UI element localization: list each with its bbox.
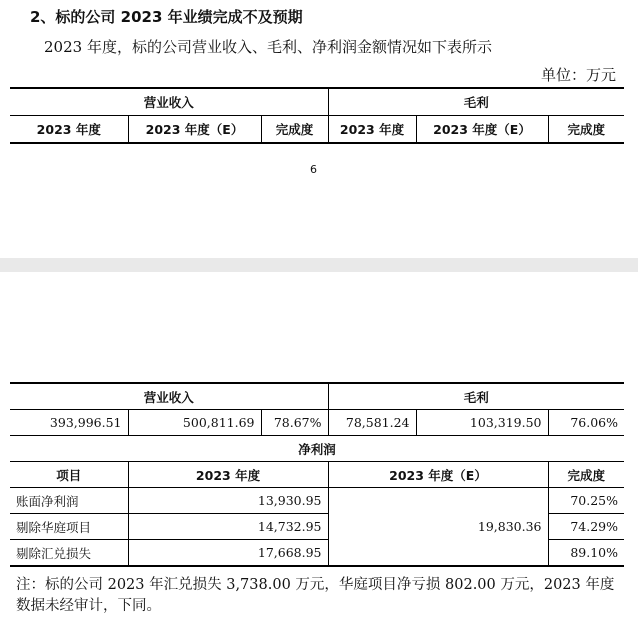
col-header: 2023 年度（E） bbox=[328, 462, 548, 488]
table-cell: 393,996.51 bbox=[10, 410, 128, 436]
unit-label: 单位：万元 bbox=[540, 66, 616, 84]
page-top bbox=[0, 0, 638, 258]
intro-text: 2023 年度，标的公司营业收入、毛利、净利润金额情况如下表所示 bbox=[44, 38, 492, 56]
col-header: 完成度 bbox=[548, 462, 624, 488]
col-header: 2023 年度（E） bbox=[416, 116, 548, 144]
col-header: 项目 bbox=[10, 462, 128, 488]
table-cell: 14,732.95 bbox=[128, 514, 328, 540]
table-cell: 103,319.50 bbox=[416, 410, 548, 436]
table-cell: 13,930.95 bbox=[128, 488, 328, 514]
table-cell: 74.29% bbox=[548, 514, 624, 540]
revenue-profit-header-table bbox=[10, 87, 624, 144]
financial-results-table bbox=[10, 382, 624, 567]
col-header: 完成度 bbox=[567, 122, 605, 137]
table-cell: 500,811.69 bbox=[128, 410, 261, 436]
col-header: 2023 年度 bbox=[128, 462, 328, 488]
table-cell: 17,668.95 bbox=[128, 540, 328, 567]
net-estimate-cell: 19,830.36 bbox=[328, 488, 548, 567]
section-heading: 2、标的公司 2023 年业绩完成不及预期 bbox=[30, 8, 303, 26]
col-header: 2023 年度 bbox=[328, 116, 416, 144]
group-header-revenue: 营业收入 bbox=[10, 88, 328, 116]
group-header-revenue: 营业收入 bbox=[10, 383, 328, 410]
table-cell: 78.67% bbox=[261, 410, 328, 436]
group-header-gross-profit: 毛利 bbox=[328, 88, 624, 116]
net-profit-header: 净利润 bbox=[10, 436, 624, 462]
table-cell: 76.06% bbox=[548, 410, 624, 436]
page-number: 6 bbox=[310, 163, 317, 176]
row-label: 账面净利润 bbox=[10, 488, 128, 514]
page-separator bbox=[0, 258, 638, 272]
row-label: 剔除汇兑损失 bbox=[10, 540, 128, 567]
table-cell: 70.25% bbox=[548, 488, 624, 514]
col-header: 2023 年度（E） bbox=[128, 116, 261, 144]
col-header: 完成度 bbox=[261, 116, 328, 144]
footnote: 注：标的公司 2023 年汇兑损失 3,738.00 万元，华庭项目净亏损 802.00 万元，2023 年度数据未经审计，下同。 bbox=[16, 577, 615, 614]
table-cell: 89.10% bbox=[570, 545, 618, 560]
row-label: 剔除华庭项目 bbox=[10, 514, 128, 540]
table-cell: 78,581.24 bbox=[328, 410, 416, 436]
group-header-gross-profit: 毛利 bbox=[328, 383, 624, 410]
col-header: 2023 年度 bbox=[10, 116, 128, 144]
